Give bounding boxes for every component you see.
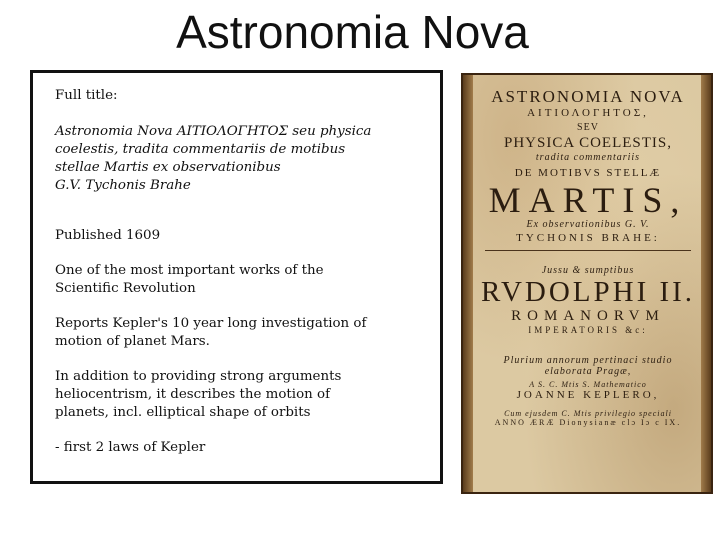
reports-text: Reports Kepler's 10 year long investigation of motion of planet Mars. xyxy=(55,316,367,349)
title-page-line: ROMANORVM xyxy=(511,308,665,324)
kepler-laws-text: - first 2 laws of Kepler xyxy=(55,440,206,455)
title-page-line: SEV xyxy=(577,122,599,133)
title-page-rule xyxy=(485,250,691,251)
title-page-line: A S. C. Mtis S. Mathematico xyxy=(529,380,647,389)
published-year: Published 1609 xyxy=(55,228,161,243)
title-page-line: PHYSICA COELESTIS, xyxy=(503,135,673,151)
title-page-line: ANNO ÆRÆ Dionysianæ clɔ Iɔ c IX. xyxy=(494,418,682,427)
description-text-box xyxy=(30,70,443,484)
title-page-line: ASTRONOMIA NOVA xyxy=(491,87,685,106)
title-page-line: RVDOLPHI II. xyxy=(480,276,696,308)
importance-text: One of the most important works of the Scientific Revolution xyxy=(55,263,324,296)
full-title-label: Full title: xyxy=(55,88,118,103)
title-page-line: Ex observationibus G. V. xyxy=(526,219,650,230)
title-page-line: IMPERATORIS &c: xyxy=(528,325,648,335)
book-edge-right xyxy=(701,75,711,492)
title-page-line: tradita commentariis xyxy=(535,152,641,163)
full-title-text: Astronomia Nova ΑΙΤΙΟΛΟΓΗΤΟΣ seu physica coelestis, tradita commentariis de motibus stellae Martis ex observationibus G.V. Tychonis Brahe xyxy=(55,124,372,193)
title-page-line: MARTIS, xyxy=(488,180,688,220)
title-page-line: elaborata Pragæ, xyxy=(544,366,632,377)
title-page-text xyxy=(477,85,699,427)
book-edge-left xyxy=(463,75,473,492)
title-page-line: JOANNE KEPLERO, xyxy=(516,389,660,401)
arguments-text: In addition to providing strong arguments heliocentrism, it describes the motion of planets, incl. elliptical shape of orbits xyxy=(55,369,342,420)
title-page-line: TYCHONIS BRAHE: xyxy=(516,232,660,244)
slide-title: Astronomia Nova xyxy=(176,6,529,58)
astronomia-nova-title-page-image xyxy=(461,73,713,494)
title-page-line: DE MOTIBVS STELLÆ xyxy=(514,167,662,179)
title-page-line: Jussu & sumptibus xyxy=(541,265,635,276)
title-page-line: Cum ejusdem C. Mtis privilegio speciali xyxy=(504,409,672,418)
title-page-line: Plurium annorum pertinaci studio xyxy=(503,355,673,366)
title-page-line: ΑΙΤΙΟΛΟΓΗΤΟΣ, xyxy=(527,107,649,119)
